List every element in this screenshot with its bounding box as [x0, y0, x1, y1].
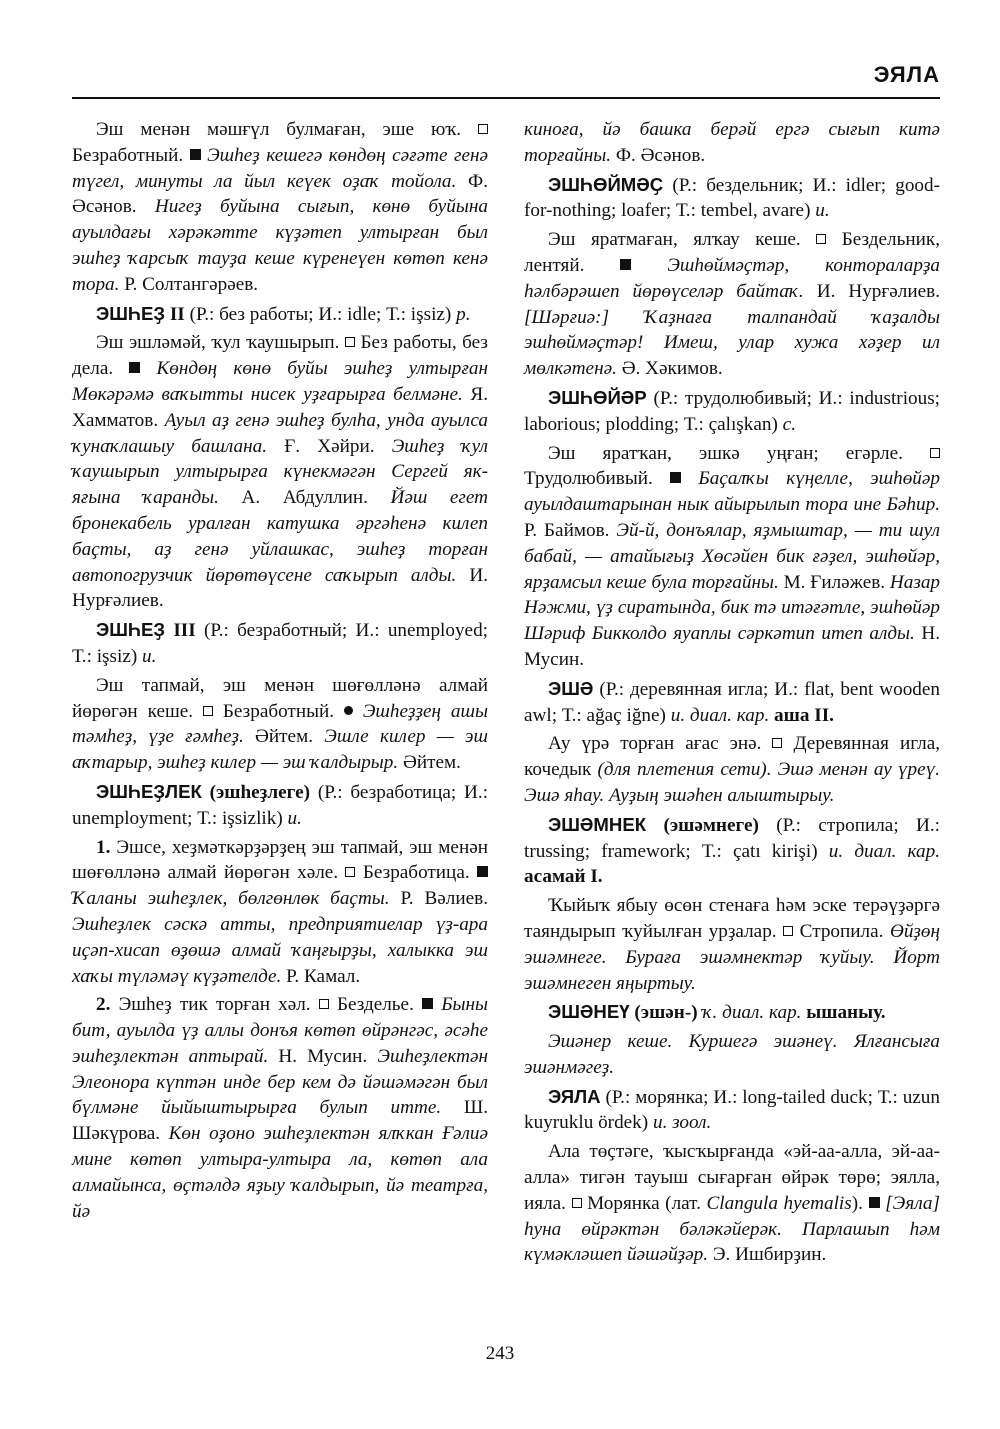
homonym-number: II	[169, 303, 185, 325]
definition-paragraph	[524, 441, 940, 673]
translations: (Р.: трудолюбивый; И.: industrious; laborious; plodding; Т.: çalışkan)	[524, 387, 941, 435]
usage-note: (для плетения сети).	[597, 759, 772, 781]
proverb-text: Эшле килер — эш аҡтарыр, эшһеҙ килер — эш ҡалдырыр.	[72, 726, 489, 774]
translations: (Р.: безработный; И.: unemployed; Т.: işsiz)	[72, 620, 488, 667]
running-header: ЭЯЛА	[873, 62, 940, 87]
example-marker-icon	[620, 259, 631, 270]
entry-header	[524, 385, 940, 438]
quote-author: Ә. Хәкимов.	[621, 358, 723, 380]
cross-reference: ышаныу.	[806, 1002, 886, 1024]
headword: ЭШҺЕҘЛЕК	[96, 780, 202, 802]
quote-author: Ф. Әсәнов.	[615, 144, 706, 166]
russian-translation: Деревянная игла, кочедык	[524, 733, 941, 781]
word-form: (эшән-)	[634, 1002, 698, 1024]
quote-author: Р. Солтангәрәев.	[124, 273, 259, 295]
proverb-source: Әйтем.	[403, 752, 461, 774]
definition-text: Эш тапмай, эш менән шөғөлләнә алмай йөрөгән кеше.	[72, 674, 488, 722]
word-form: (эшһеҙлеге)	[209, 781, 311, 803]
definition-text: Эш эшләмәй, ҡул ҡаушырып.	[96, 332, 340, 354]
example-quote: Баҫалҡы күңелле, эшһөйәр ауылдаштарынан нык айырылып тора ине Бәһир.	[524, 468, 941, 516]
example-marker-icon	[670, 472, 681, 483]
example-quote: Нигеҙ буйына сығып, көнө буйына ауылдағы хәрәкәтте күҙәтеп ултырған был эшһеҙ ҡарсыҡ тауҙа кеше күренеүен көтөп кенә тора.	[72, 196, 488, 295]
translation-marker-icon	[572, 1198, 582, 1208]
headword: ЭШҺӨЙӘР	[548, 386, 647, 408]
example-quote: Ҡаланы эшһеҙлек, бөлгөнлөк баҫты.	[72, 888, 390, 910]
russian-translation: Трудолюбивый.	[524, 468, 653, 490]
quote-author: Н. Мусин.	[524, 623, 941, 670]
quote-author: И. Нурғәлиев.	[816, 280, 940, 302]
latin-name: Clangula hyemalis	[706, 1192, 852, 1214]
translations: (Р.: морянка; И.: long-tailed duck; Т.: uzun kuyruklu ördek)	[524, 1086, 940, 1134]
example-quote: Көндөң көнө буйы эшһеҙ ултырған Мөкәрәмә ваҡытты нисек уҙғарырға белмәне.	[72, 358, 488, 405]
entry-header	[72, 617, 488, 670]
word-form: (эшәмнеге)	[663, 814, 759, 836]
translation-marker-icon	[930, 448, 940, 458]
translation-marker-icon	[345, 337, 355, 347]
translation-marker-icon	[783, 926, 793, 936]
quote-author: Р. Баймов.	[524, 519, 610, 541]
entry-header	[72, 301, 488, 328]
quote-author: Ф. Әсәнов.	[72, 170, 489, 218]
proverb-source: Әйтем.	[255, 726, 314, 748]
definition-text: Ҡыйыҡ ябыу өсөн стенаға һәм эске терәүҙәргә таяндырып ҡуйылған урҙалар.	[524, 895, 940, 942]
example-quote: Эшһеҙ ҡул ҡаушырып ултырырға күнекмәгән Сергей як-яғына ҡаранды.	[72, 435, 488, 509]
translation-marker-icon	[478, 124, 488, 134]
translation-marker-icon	[772, 738, 782, 748]
translations: (Р.: без работы; И.: idle; Т.: işsiz)	[189, 303, 452, 325]
example-quote: киноға, йә башка берәй ергә сығып китә торғайны.	[524, 119, 940, 166]
example-quote: Ауыл аҙ генә эшһеҙ булһа, унда ауылса ҡунаҡлашыу башлана.	[72, 409, 488, 457]
definition-paragraph	[524, 893, 940, 996]
sense-paragraph	[72, 835, 488, 990]
headword: ЭШҺӨЙМӘҪ	[548, 173, 664, 195]
continued-paragraph	[524, 117, 940, 169]
example-quote: Быны бит, ауылда үҙ аллы донъя көтөп өйрәнгәс, әсәһе эшһеҙлектән аптырай.	[72, 994, 489, 1067]
quote-author: Р. Вәлиев.	[400, 888, 488, 910]
quote-author: Я. Хамматов.	[72, 383, 488, 431]
quote-author: Р. Камал.	[286, 965, 361, 987]
quote-author: М. Ғиләжев.	[783, 571, 886, 593]
quote-author: Н. Мусин.	[278, 1045, 368, 1067]
part-of-speech: ҡ. диал. кар.	[702, 1002, 802, 1024]
sense-number: 2.	[96, 994, 111, 1016]
definition-paragraph	[72, 117, 488, 298]
part-of-speech: и.	[287, 807, 302, 829]
sense-number: 1.	[96, 836, 111, 858]
example-marker-icon	[422, 998, 433, 1009]
entry-header	[524, 812, 940, 890]
example-marker-icon	[129, 362, 140, 373]
example-quote: Эшһеҙлектән Элеонора күптән инде бер кем дә йәшәмәгән был бүлмәне йыйыштырырға булып итте.	[72, 1045, 489, 1119]
definition-text: Эш яратмаған, ялҡау кеше.	[548, 229, 801, 251]
headword: ЭШҺЕҘ	[96, 619, 166, 641]
homonym-number: III	[173, 620, 196, 642]
russian-translation: Безделье.	[336, 994, 414, 1016]
sense-paragraph	[72, 992, 488, 1224]
usage-examples: Эшәнер кеше. Куршегә эшәнеү. Ялғансыға эшәнмәгеҙ.	[524, 1031, 940, 1078]
usage-examples: Эшә менән ау үреү. Эшә яһау. Ауҙың эшәһен алыштырыу.	[524, 759, 940, 806]
definition-paragraph	[524, 731, 940, 808]
usage-examples: Өйҙөң эшәмнеге. Бураға эшәмнектәр ҡуйыу. Йорт эшәмнеген яңыртыу.	[524, 920, 941, 994]
translations: (Р.: безработица; И.: unemployment; Т.: işsizlik)	[72, 781, 488, 829]
part-of-speech: и.	[815, 200, 830, 222]
headword: ЭЯЛА	[548, 1085, 601, 1107]
definition-paragraph	[72, 673, 488, 776]
quote-author: Ғ. Хәйри.	[284, 435, 375, 457]
example-marker-icon	[477, 866, 488, 877]
definition-paragraph	[524, 227, 940, 382]
russian-translation: Бездельник, лентяй.	[524, 229, 940, 276]
entry-header	[72, 779, 488, 832]
translation-marker-icon	[816, 234, 826, 244]
page-number: 243	[485, 1343, 515, 1364]
russian-translation: Безработный.	[222, 700, 335, 722]
part-of-speech: и. диал. кар.	[828, 840, 940, 862]
entry-header	[524, 1084, 940, 1137]
proverb-marker-icon	[344, 706, 353, 715]
translation-marker-icon	[345, 867, 355, 877]
proverb-text: Эшһеҙҙең ашы тәмһеҙ, үҙе ғәмһеҙ.	[72, 700, 489, 748]
headword: ЭШӘМНЕК	[548, 813, 647, 835]
example-quote: Эй-й, донъялар, яҙмыштар, — ти шул бабай, — атайығыҙ Хөсәйен бик ғәҙел, эшһөйәр, ярҙамсыл кеше була торғайны.	[524, 519, 941, 593]
part-of-speech: р.	[456, 303, 471, 325]
translations: (Р.: деревянная игла; И.: flat, bent wooden awl; Т.: ağaç iğne)	[524, 678, 941, 726]
example-quote: Эшһеҙлек сәскә атты, предприятиелар үҙ-ара иҫәп-хисап өҙөшә алмай ҡаңғырҙы, халыкка эш хаҡы түләмәү күҙәтелде.	[72, 913, 488, 987]
example-quote: Көн оҙоно эшһеҙлектән ялҡкан Ғәлиә мине көтөп ултыра-ултыра ла, көтөп ала алмайынса, өҫтәлдә яҙыу ҡалдырып, йә театрға, йә	[72, 1123, 488, 1222]
entry-header	[524, 172, 940, 225]
quote-author: И. Нурғәлиев.	[72, 564, 488, 612]
definition-paragraph	[72, 330, 488, 614]
part-of-speech: и. диал. кар.	[670, 704, 770, 726]
definition-paragraph	[524, 1139, 940, 1268]
example-quote: Эшһеҙ кешегә көндөң сәғәте генә түгел, минуты ла йыл кеүек оҙаҡ тойола.	[72, 144, 488, 192]
punctuation: ).	[851, 1192, 863, 1214]
definition-text: Ала төҫтәге, ҡысҡырғанда «эй-аа-алла, эй-аа-алла» тигән тауыш сығарған өйрәк төрө; эялла, ияла.	[524, 1141, 940, 1214]
left-column	[72, 117, 488, 1227]
russian-translation: Безработица.	[362, 862, 470, 884]
definition-text: Эш менән мәшғүл булмаған, эше юҡ.	[96, 119, 462, 140]
quote-author: Э. Ишбирҙин.	[712, 1244, 827, 1266]
headword: ЭШӘНЕҮ	[548, 1001, 630, 1023]
cross-reference: аша II.	[774, 704, 834, 726]
header-rule	[72, 97, 940, 99]
part-of-speech: и. зоол.	[652, 1112, 712, 1134]
translations: (Р.: бездельник; И.: idler; good-for-nothing; loafer; Т.: tembel, avare)	[524, 174, 940, 222]
russian-translation: Без работы, без дела.	[72, 332, 488, 380]
example-quote: [Эяла] һуна өйрәктән бәләкәйерәк. Парлашып һәм күмәкләшеп йәшәйҙәр.	[524, 1192, 940, 1266]
russian-translation: Стропила.	[799, 920, 884, 942]
translation-marker-icon	[203, 706, 213, 716]
example-quote: [Шәрғиә:] Ҡаҙнаға талпандай ҡаҙалды эшһөймәҫтәр! Имеш, улар хужа хәҙер ил мөлкәтенә.	[524, 306, 940, 380]
russian-translation: Безработный.	[72, 144, 184, 166]
example-quote: Йәш егет бронекабель уралған катушка әргәһенә килеп баҫты, аҙ генә уйлашкас, эшһеҙ торған автопогрузчик йөрөтөүсене саҡырып алды.	[72, 487, 489, 586]
part-of-speech: с.	[782, 413, 796, 435]
entry-header	[524, 676, 940, 729]
example-quote: Назар Нәжми, үҙ сиратында, бик тә итәғәтле, эшһөйәр Шәриф Бикколдо яуаплы сәркәтип итеп алды.	[524, 571, 941, 645]
translation-marker-icon	[319, 999, 329, 1009]
russian-translation: Морянка (лат.	[587, 1192, 701, 1214]
example-marker-icon	[190, 149, 201, 160]
definition-paragraph	[524, 1029, 940, 1081]
right-column	[524, 117, 940, 1271]
quote-author: А. Абдуллин.	[241, 487, 368, 509]
part-of-speech: и.	[142, 645, 157, 667]
example-quote: Эшһөймәҫтәр, контораларҙа һәлбәрәшеп йөрөүселәр байтаҡ.	[524, 254, 941, 302]
translations: (Р.: стропила; И.: trussing; framework; Т.: çatı kirişi)	[524, 814, 940, 862]
definition-text: Эш яратҡан, эшкә уңған; егәрле.	[548, 442, 903, 464]
entry-header	[524, 999, 940, 1026]
cross-reference: асамай I.	[524, 866, 603, 888]
example-marker-icon	[869, 1197, 880, 1208]
definition-text: Эшһеҙ тик торған хәл.	[118, 994, 311, 1016]
headword: ЭШҺЕҘ	[96, 302, 166, 324]
quote-author: Ш. Шәкүрова.	[72, 1097, 488, 1145]
definition-text: Ау үрә торған ағас энә.	[548, 733, 762, 755]
definition-text: Эшсе, хеҙмәткәрҙәрҙең эш тапмай, эш менән шөғөлләнә алмай йөрөгән хәле.	[72, 836, 488, 884]
headword: ЭШӘ	[548, 677, 594, 699]
